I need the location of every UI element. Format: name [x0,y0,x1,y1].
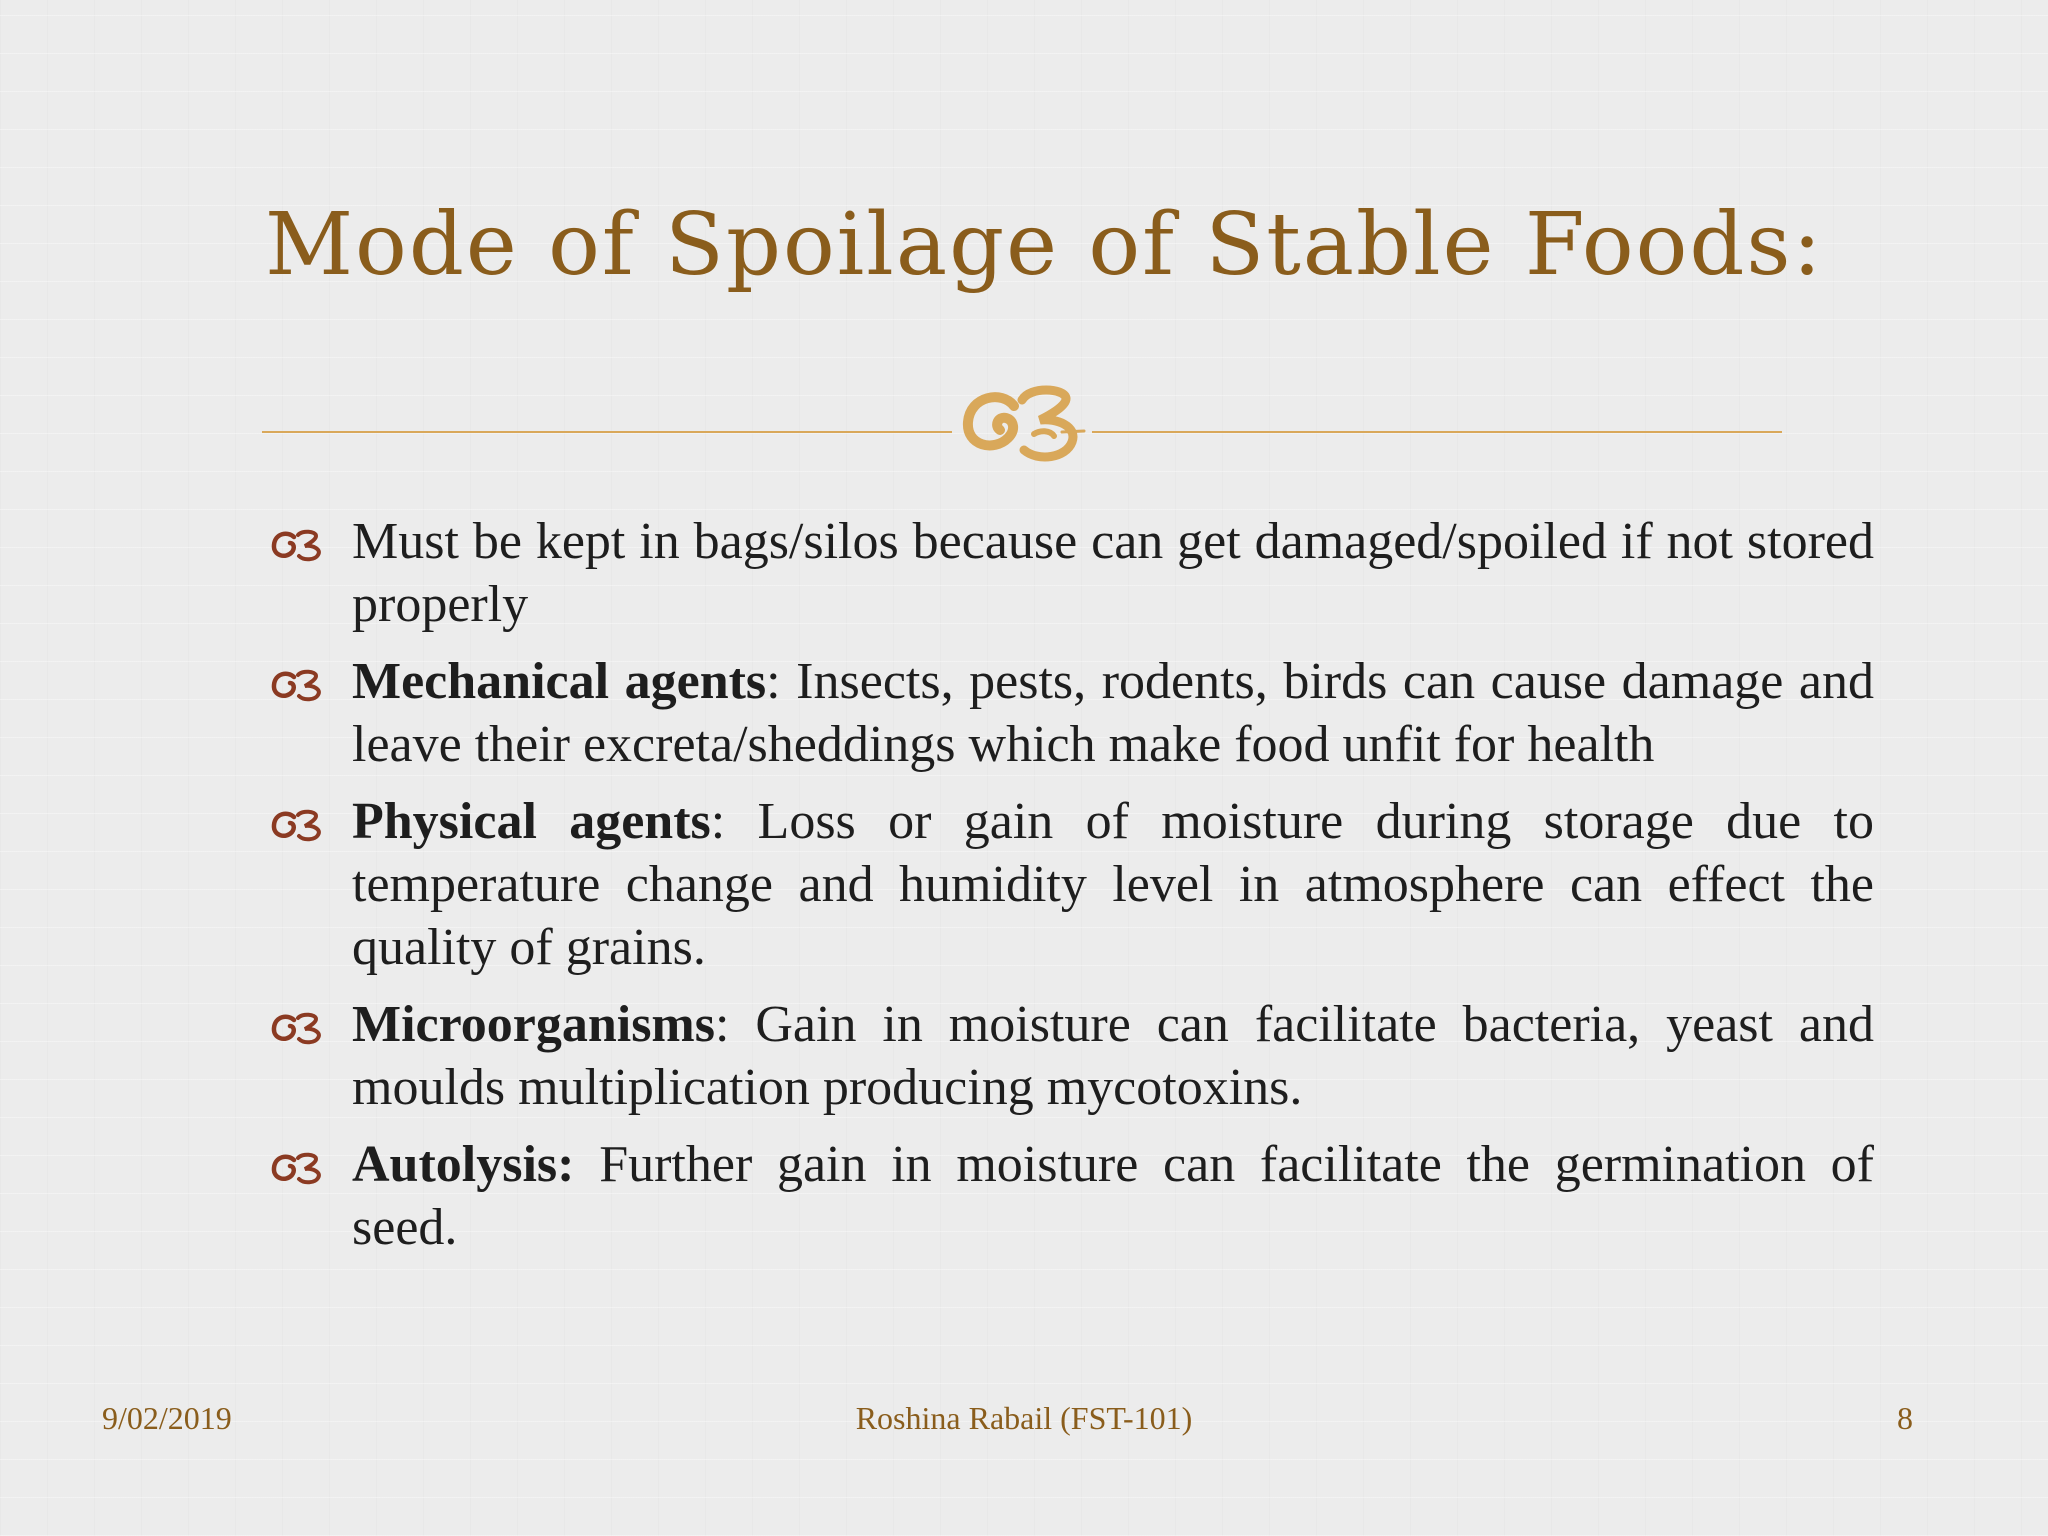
bullet-term: Physical agents [352,793,711,850]
bullet-text: Gain in moisture can facilitate bacteria, yeast and moulds multiplication producing mycotoxins. [352,996,1874,1116]
list-item [262,993,1874,1119]
footer-date: 9/02/2019 [102,1400,232,1436]
bullet-text: Insects, pests, rodents, birds can cause damage and leave their excreta/sheddings which make food unfit for health [352,653,1874,773]
divider-line-right [1092,431,1782,433]
title-divider [262,370,1782,470]
bullet-separator: : [710,793,726,850]
bullet-separator: : [714,996,730,1053]
bullet-text: Further gain in moisture can facilitate the germination of seed. [352,1136,1874,1256]
page-number: 8 [1897,1400,1913,1436]
ornament-bullet-icon [270,1011,326,1045]
ornament-bullet-icon [270,1151,326,1185]
list-item [262,1133,1874,1259]
list-item [262,650,1874,776]
ornament-bullet-icon [270,808,326,842]
bullet-list [262,510,1874,1273]
footer-author: Roshina Rabail (FST-101) [855,1400,1193,1436]
bullet-text: Must be kept in bags/silos because can get damaged/spoiled if not stored properly [352,513,1874,633]
slide-title: Mode of Spoilage of Stable Foods: [265,195,1824,295]
bullet-term: Mechanical agents [352,653,767,710]
bullet-term: Autolysis: [352,1136,575,1193]
ornament-flourish-icon [952,370,1092,470]
bullet-separator: : [766,653,781,710]
list-item [262,790,1874,979]
ornament-bullet-icon [270,528,326,562]
list-item [262,510,1874,636]
divider-line-left [262,431,952,433]
ornament-bullet-icon [270,668,326,702]
bullet-text: Loss or gain of moisture during storage due to temperature change and humidity level in atmosphere can effect the quality of grains. [352,793,1874,976]
bullet-term: Microorganisms [352,996,715,1053]
